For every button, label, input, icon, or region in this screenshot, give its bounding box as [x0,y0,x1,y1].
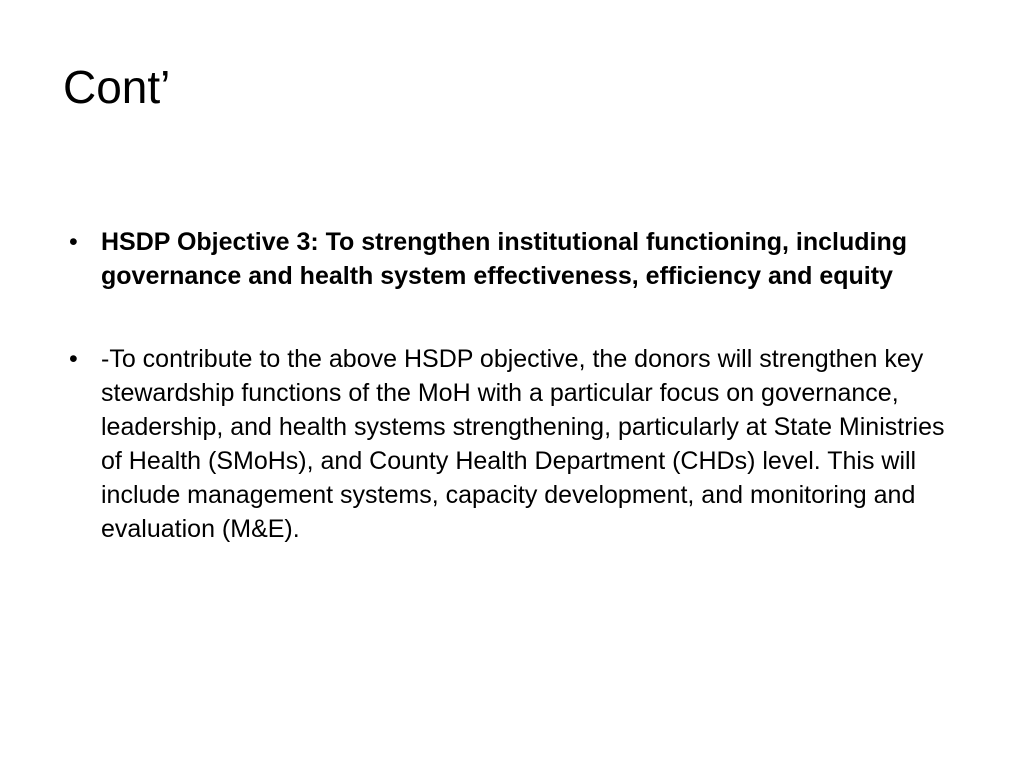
bullet-item-contribution [63,342,963,546]
bullet-text: -To contribute to the above HSDP objective, the donors will strengthen key stewardship functions of the MoH with a particular focus on governance, leadership, and health systems strengthening, particularly at State Ministries of Health (SMoHs), and County Health Department (CHDs) level. This will include management systems, capacity development, and monitoring and evaluation (M&E). [101,345,945,543]
bullet-text: HSDP Objective 3: To strengthen institutional functioning, including governance and health system effectiveness, efficiency and equity [101,228,908,290]
bullet-dot-icon: • [69,228,78,256]
bullet-item-objective [63,225,963,293]
bullet-dot-icon: • [69,345,78,373]
slide-title: Cont’ [63,61,171,113]
bullet-list [63,225,963,546]
